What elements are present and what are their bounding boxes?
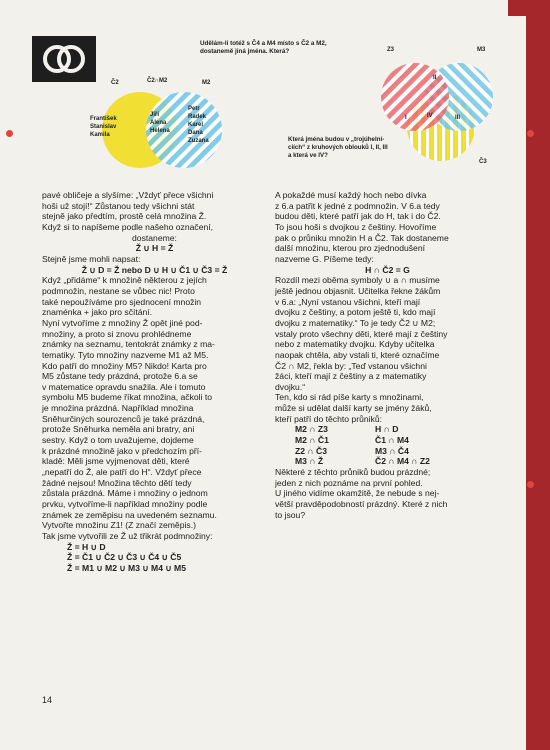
text-line: U jiného vidíme okamžitě, že nebude s nej-	[275, 488, 440, 499]
text-line: další množinu, kterou pro zjednodušení	[275, 243, 426, 254]
venn2-region-1: I	[405, 115, 407, 121]
venn1-right-name-5: Zuzana	[188, 138, 209, 144]
text-line: kteří patří do těchto průniků:	[275, 413, 383, 424]
text-line: v matematice opravdu snažila. Ale i tomuto	[42, 381, 206, 392]
text-line: dvojku.“	[275, 381, 306, 392]
intersection-cell: M2 ∩ Č1	[295, 435, 329, 446]
venn1-middle-name-2: Alena	[150, 120, 167, 126]
intersection-cell: Č1 ∩ M4	[375, 435, 409, 446]
text-line: zůstala prázdná. Máme i množiny o jednom	[42, 488, 208, 499]
venn1-label-c2: Č2	[111, 80, 119, 86]
text-line: nebo z matematiky dvojku. Kdyby učitelka	[275, 339, 435, 350]
venn2-label-c3: Č3	[479, 159, 487, 165]
text-line: žádné nejsou! Množina těchto dětí tedy	[42, 477, 192, 488]
venn1-right-name-4: Dana	[188, 130, 203, 136]
text-line: protože Sněhurka neměla ani bratry, ani	[42, 424, 195, 435]
venn1-left-name-1: František	[90, 116, 117, 122]
question-2-text: Která jména budou v „trojúhelní-ciích“ z kruhových oblouků I, II, III a která ve IV?	[288, 136, 388, 159]
text-line: může si udělat další karty se jmény žáků,	[275, 403, 432, 414]
intersection-cell: H ∩ D	[375, 424, 399, 435]
intersection-cell: Z2 ∩ Č3	[295, 445, 327, 456]
text-line: jeden z nich poznáme na první pohled.	[275, 477, 423, 488]
text-line: to jsou?	[275, 509, 306, 520]
text-line: To jsou hoši s dvojkou z češtiny. Hovoříme	[275, 221, 437, 232]
text-line: Tak jsme vytvořili ze Ž už třikrát podmnožiny:	[42, 531, 213, 541]
text-line: v 6.a: „Nyní vstanou všichni, kteří mají	[275, 296, 421, 307]
venn1-label-intersection: Č2∩M2	[147, 78, 168, 84]
equation-line: Ž = M1 ∪ M2 ∪ M3 ∪ M4 ∪ M5	[67, 562, 186, 573]
intersection-cell: M3 ∩ Ž	[295, 456, 324, 467]
venn2-label-z3: Z3	[387, 47, 395, 53]
intersection-cell: M3 ∩ Č4	[375, 445, 409, 456]
left-text-column	[42, 190, 267, 574]
text-line: známky na seznamu, tentokrát známky z ma-	[42, 339, 215, 350]
margin-dot-left	[6, 130, 13, 137]
text-line: množiny, a proto si znovu prohlédneme	[42, 328, 192, 339]
text-line: A pokaždé musí každý hoch nebo dívka	[275, 190, 427, 200]
text-line: Stejně jsme mohli napsat:	[42, 253, 141, 264]
text-line: hoši už stojí!“ Zůstanou tedy všichni stát	[42, 200, 195, 211]
text-line: k prázdné množině jako v předchozím pří-	[42, 445, 203, 456]
equation-line: Ž ∪ H = Ž	[135, 243, 174, 254]
text-line: stejně jako předtím, prostě celá množina Ž.	[42, 211, 207, 222]
venn1-left-name-2: Stanislav	[90, 124, 117, 130]
venn1-middle-name-3: Helena	[150, 128, 170, 134]
text-line: sestry. Když o tom uvažujeme, dojdeme	[42, 435, 194, 446]
text-line: také nepoužíváme pro sjednocení množin	[42, 296, 202, 307]
text-line: naopak chtěla, aby vstali ti, které označíme	[275, 349, 440, 360]
intersection-cell: M2 ∩ Z3	[295, 424, 328, 435]
text-line: dvojku z češtiny, a potom ještě ti, kdo mají	[275, 307, 436, 318]
margin-dot-right-bottom	[527, 481, 534, 488]
venn1-right-name-2: Radek	[188, 114, 207, 120]
text-line: Když si to napíšeme podle našeho označení,	[42, 221, 214, 232]
text-line: dostaneme:	[132, 232, 177, 243]
text-line: je množina prázdná. Například množina	[42, 403, 194, 414]
venn1-middle-name-1: Jiří	[150, 112, 160, 118]
text-line: znaménka + jako pro sčítání.	[42, 307, 153, 318]
venn2-region-3: III	[455, 115, 461, 121]
text-line: Některé z těchto průniků budou prázdné;	[275, 467, 431, 478]
set-z3-circle	[381, 63, 449, 131]
red-edge-bar	[526, 0, 550, 750]
equation-line: H ∩ Č2 = G	[365, 264, 410, 275]
equation-line: Ž = H ∪ D	[67, 541, 106, 552]
intersection-cell: Č2 ∩ M4 ∩ Z2	[375, 456, 430, 467]
text-line: Kdo patří do množiny M5? Nikdo! Karta pro	[42, 360, 207, 371]
text-line: M5 zůstane tedy prázdná, protože 6.a se	[42, 371, 198, 382]
equation-line: Ž = Č1 ∪ Č2 ∪ Č3 ∪ Č4 ∪ Č5	[67, 552, 182, 563]
text-line: Č2 ∩ M2, řekla by: „Teď vstanou všichni	[275, 360, 427, 371]
text-line: ještě jednou objasnit. Učitelka řekne žákům	[275, 285, 441, 296]
intersections-table	[275, 424, 500, 467]
venn1-right-name-3: Karel	[188, 122, 204, 128]
text-line: Nyní vytvoříme z množiny Ž opět jiné pod-	[42, 317, 203, 328]
text-line: žáci, kteří mají z češtiny a z matematiky	[275, 371, 427, 382]
text-line: Sněhurčiných sourozenců je také prázdná,	[42, 413, 205, 424]
text-line: tematiky. Tyto množiny nazveme M1 až M5.	[42, 349, 209, 360]
text-line: „nepatří do Ž, ale patří do H“. Vždyť přece	[42, 467, 202, 478]
text-line: kladě: Měli jsme vyjmenovat děti, které	[42, 456, 190, 467]
text-line: prvku, vytvoříme-li například množiny podle	[42, 499, 208, 510]
text-line: Ten, kdo si rád píše karty s množinami,	[275, 392, 424, 403]
text-line: větší pravděpodobností prázdný. Které z nich	[275, 499, 448, 510]
venn2-region-4: IV	[427, 113, 433, 119]
venn2-label-m3: M3	[477, 47, 486, 53]
venn1-left-name-3: Kamila	[90, 132, 110, 138]
text-line: známek ze zeměpisu na uvedeném seznamu.	[42, 509, 217, 520]
text-line: vstaly proto všechny děti, které mají z češtiny	[275, 328, 448, 339]
venn2-region-2: II	[433, 75, 437, 81]
text-line: dvojku z matematiky.“ To je tedy Č2 ∪ M2;	[275, 317, 436, 328]
text-line: z 6.a patřit k jedné z podmnožin. V 6.a tedy	[275, 200, 440, 211]
margin-dot-right-top	[527, 130, 534, 137]
text-line: budou děti, které patří jak do H, tak i do Č2.	[275, 211, 441, 222]
text-line: Vytvořte množinu Z1! (Z značí zeměpis.)	[42, 520, 196, 531]
text-line: pavé obličeje a slyšíme: „Vždyť přece všichni	[42, 190, 214, 200]
text-line: podmnožin, nestane se vůbec nic! Proto	[42, 285, 195, 296]
equation-line: Ž ∪ D = Ž nebo D ∪ H ∪ Č1 ∪ Č3 = Ž	[81, 264, 228, 275]
text-line: Rozdíl mezi oběma symboly ∪ a ∩ musíme	[275, 275, 440, 286]
text-line: nazveme G. Píšeme tedy:	[275, 253, 374, 264]
text-line: Když „přidáme“ k množině některou z jejích	[42, 275, 207, 286]
question-1-text: Udělám-li totéž s Č4 a M4 místo s Č2 a M2, dostanemě jiná jména. Která?	[200, 40, 327, 55]
venn-diagram-1	[80, 70, 250, 185]
venn1-label-m2: M2	[202, 80, 211, 86]
venn1-right-name-1: Petr	[188, 106, 200, 112]
right-text-column	[275, 190, 500, 520]
text-line: pak o průniku množin H a Č2. Tak dostaneme	[275, 232, 449, 243]
page-number: 14	[42, 695, 53, 705]
text-line: symbolu M5 budeme říkat množina, ačkoli to	[42, 392, 213, 403]
